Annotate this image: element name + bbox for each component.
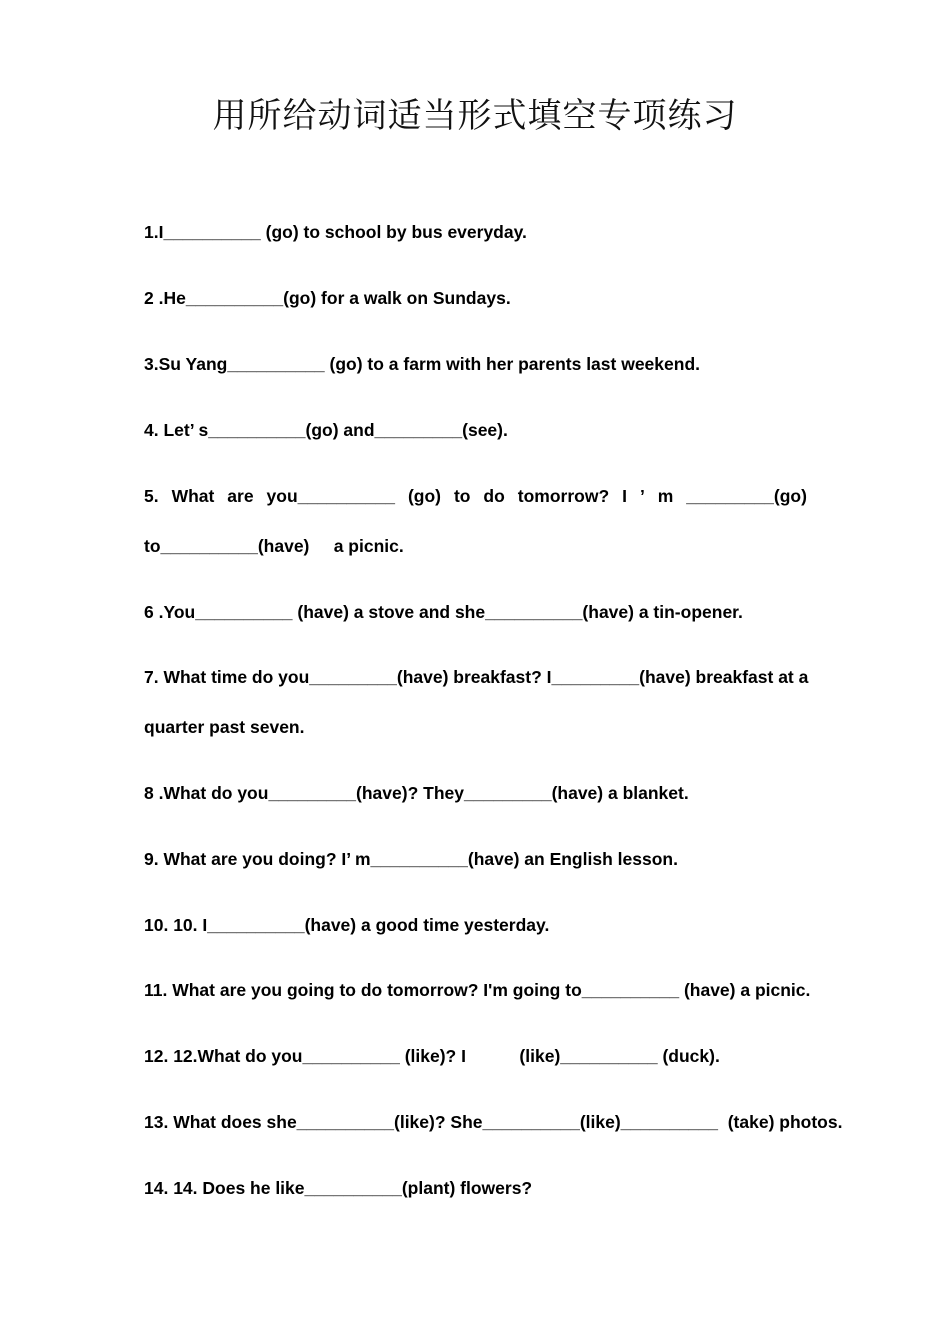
- word: do: [483, 486, 505, 506]
- word: ’: [639, 486, 645, 506]
- exercise-line-5a: [144, 486, 807, 507]
- page-title: 用所给动词适当形式填空专项练习: [212, 96, 738, 136]
- exercise-line-7a: 7. What time do you_________(have) breakfast? I_________(have) breakfast at a: [144, 667, 809, 687]
- exercise-line-7b: quarter past seven.: [144, 717, 305, 737]
- exercise-line-12: 12. 12.What do you__________ (like)? I (like)__________ (duck).: [144, 1046, 720, 1066]
- word: tomorrow?: [517, 486, 610, 506]
- exercise-line-11: 11. What are you going to do tomorrow? I'm going to__________ (have) a picnic.: [144, 980, 811, 1000]
- word: What: [171, 486, 215, 506]
- word: to: [453, 486, 471, 506]
- exercise-line-1: 1.I__________ (go) to school by bus everyday.: [144, 222, 527, 242]
- exercise-line-6: 6 .You__________ (have) a stove and she__________(have) a tin-opener.: [144, 602, 743, 622]
- exercise-line-4: 4. Let’ s__________(go) and_________(see).: [144, 420, 508, 440]
- exercise-line-9: 9. What are you doing? I’ m__________(have) an English lesson.: [144, 849, 678, 869]
- word: m: [657, 486, 674, 506]
- word: _________(go): [686, 486, 807, 506]
- exercise-line-2: 2 .He__________(go) for a walk on Sundays.: [144, 288, 511, 308]
- exercise-line-10: 10. 10. I__________(have) a good time yesterday.: [144, 915, 550, 935]
- word: are: [227, 486, 254, 506]
- exercise-line-8: 8 .What do you_________(have)? They_________(have) a blanket.: [144, 783, 689, 803]
- exercise-line-5b: to__________(have) a picnic.: [144, 536, 404, 556]
- word: 5.: [144, 486, 159, 506]
- exercise-line-3: 3.Su Yang__________ (go) to a farm with her parents last weekend.: [144, 354, 701, 374]
- word: (go): [407, 486, 441, 506]
- exercise-line-14: 14. 14. Does he like__________(plant) flowers?: [144, 1178, 533, 1198]
- exercise-line-13: 13. What does she__________(like)? She__________(like)__________ (take) photos.: [144, 1112, 843, 1132]
- word: you__________: [266, 486, 395, 506]
- word: I: [622, 486, 627, 506]
